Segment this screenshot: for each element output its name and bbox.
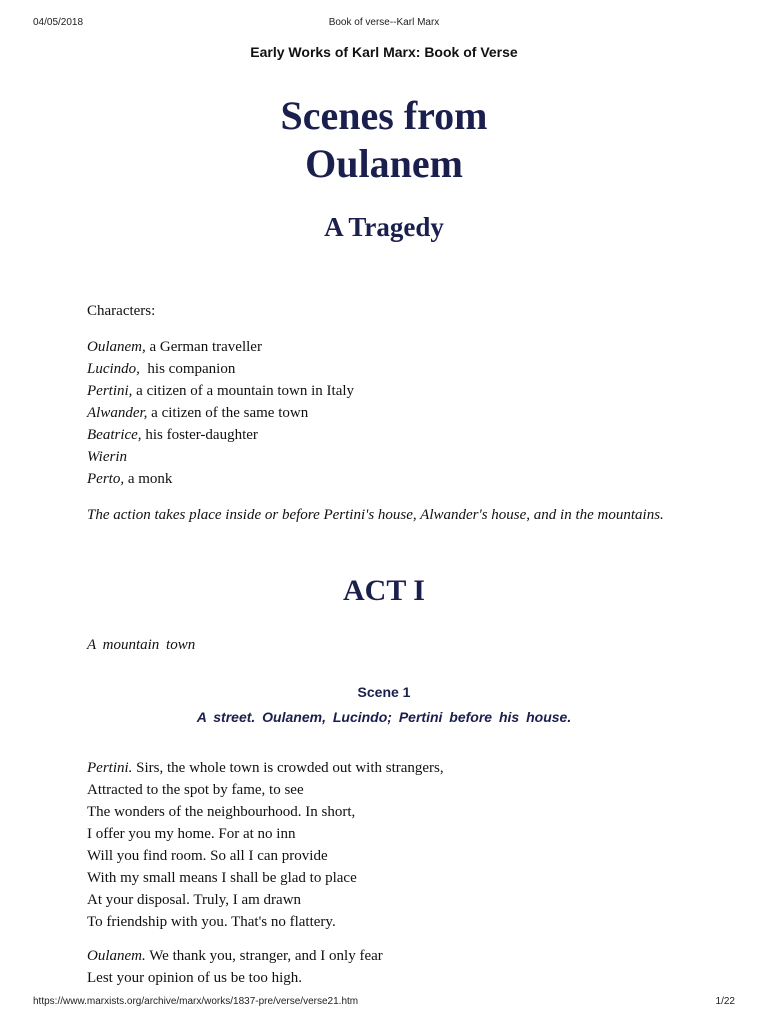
characters-heading: Characters: [87,303,156,319]
character-desc: his foster-daughter [141,427,258,443]
speech-pertini [87,757,684,933]
verse-line: Will you find room. So all I can provide [87,848,328,864]
verse-line: At your disposal. Truly, I am drawn [87,892,302,908]
site-title: Early Works of Karl Marx: Book of Verse [250,44,518,60]
character-desc: a monk [124,471,173,487]
title-line-1: Scenes from [280,93,488,138]
verse-line: Attracted to the spot by fame, to see [87,782,304,798]
verse-line: To friendship with you. That's no flattery. [87,914,336,930]
print-footer [33,996,735,1010]
page-number: 1/22 [715,996,735,1007]
page-subtitle: A Tragedy [324,212,444,242]
verse-line [87,757,684,779]
page-title [0,92,768,188]
verse-line: With my small means I shall be glad to place [87,870,357,886]
character-item [87,424,684,446]
speaker-name: Pertini. [87,760,133,776]
verse-line [87,945,684,967]
verse-line: Lest your opinion of us be too high. [87,970,302,986]
place-note: A mountain town [87,637,196,653]
act-heading: ACT I [343,574,425,607]
character-name: Perto, [87,471,125,487]
verse-line: The wonders of the neighbourhood. In short, [87,804,356,820]
character-name: Pertini, [87,383,133,399]
verse-text: We thank you, stranger, and I only fear [145,948,383,964]
title-line-2: Oulanem [305,141,463,186]
character-name: Alwander, [87,405,148,421]
print-date: 04/05/2018 [33,17,84,28]
setting-note: The action takes place inside or before Pertini's house, Alwander's house, and in the mountains. [87,507,664,523]
character-item [87,446,684,468]
character-name: Wierin [87,449,127,465]
page-url: https://www.marxists.org/archive/marx/works/1837-pre/verse/verse21.htm [33,996,359,1007]
verse-line: I offer you my home. For at no inn [87,826,296,842]
speaker-name: Oulanem. [87,948,146,964]
character-desc: a citizen of the same town [147,405,309,421]
character-name: Oulanem, [87,339,146,355]
character-name: Lucindo, [87,361,140,377]
character-item [87,358,684,380]
scene-heading: Scene 1 [357,684,411,700]
verse-text: Sirs, the whole town is crowded out with strangers, [132,760,444,776]
print-header [33,17,735,31]
character-item [87,402,684,424]
character-item [87,380,684,402]
character-list [87,336,684,490]
character-item [87,468,684,490]
speech-oulanem [87,945,684,989]
character-name: Beatrice, [87,427,142,443]
character-item [87,336,684,358]
character-desc: a German traveller [145,339,262,355]
character-desc: a citizen of a mountain town in Italy [132,383,355,399]
character-desc: his companion [139,361,236,377]
print-page-title: Book of verse--Karl Marx [328,17,440,28]
scene-description: A street. Oulanem, Lucindo; Pertini before his house. [196,709,572,725]
